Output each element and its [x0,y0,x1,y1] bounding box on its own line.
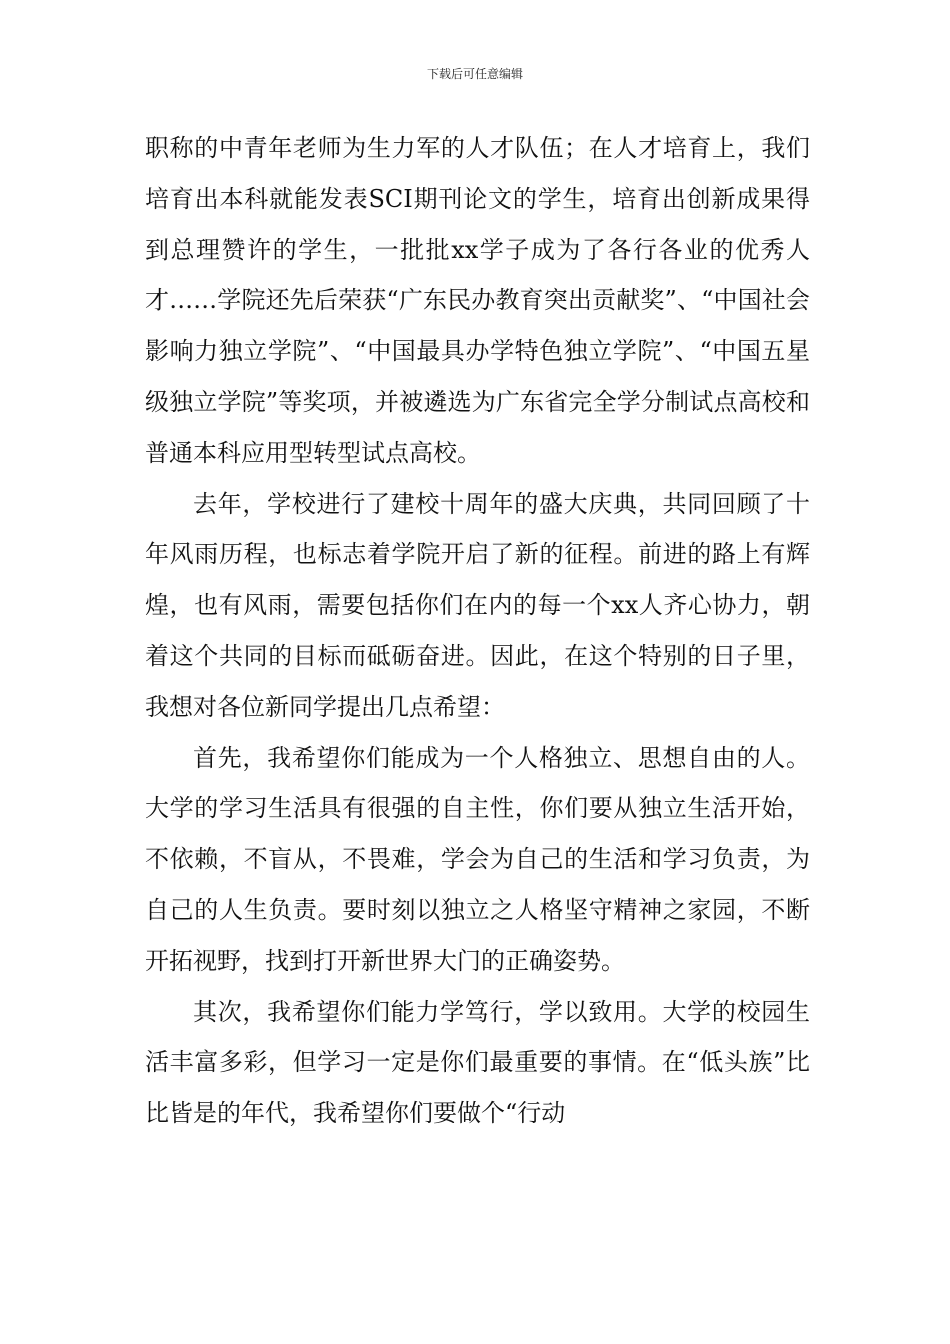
document-body [145,123,810,1139]
page-header: 下载后可任意编辑 [426,67,523,81]
paragraph-4: 其次，我希望你们能力学笃行，学以致用。大学的校园生活丰富多彩，但学习一定是你们最重要的事情。在“低头族”比比皆是的年代，我希望你们要做个“行动 [145,997,810,1128]
paragraph-1: 职称的中青年老师为生力军的人才队伍；在人才培育上，我们培育出本科就能发表SCI期刊论文的学生，培育出创新成果得到总理赞许的学生，一批批xx学子成为了各行各业的优秀人才……学院还先后荣获“广东民办教育突出贡献奖”、“中国社会影响力独立学院”、“中国最具办学特色独立学院”、“中国五星级独立学院”等奖项，并被遴选为广东省完全学分制试点高校和普通本科应用型转型试点高校。 [145,134,810,467]
paragraph-2: 去年，学校进行了建校十周年的盛大庆典，共同回顾了十年风雨历程，也标志着学院开启了新的征程。前进的路上有辉煌，也有风雨，需要包括你们在内的每一个xx人齐心协力，朝着这个共同的目标而砥砺奋进。因此，在这个特别的日子里，我想对各位新同学提出几点希望： [145,489,810,721]
paragraph-3: 首先，我希望你们能成为一个人格独立、思想自由的人。大学的学习生活具有很强的自主性，你们要从独立生活开始，不依赖，不盲从，不畏难，学会为自己的生活和学习负责，为自己的人生负责。要时刻以独立之人格坚守精神之家园，不断开拓视野，找到打开新世界大门的正确姿势。 [145,743,810,975]
